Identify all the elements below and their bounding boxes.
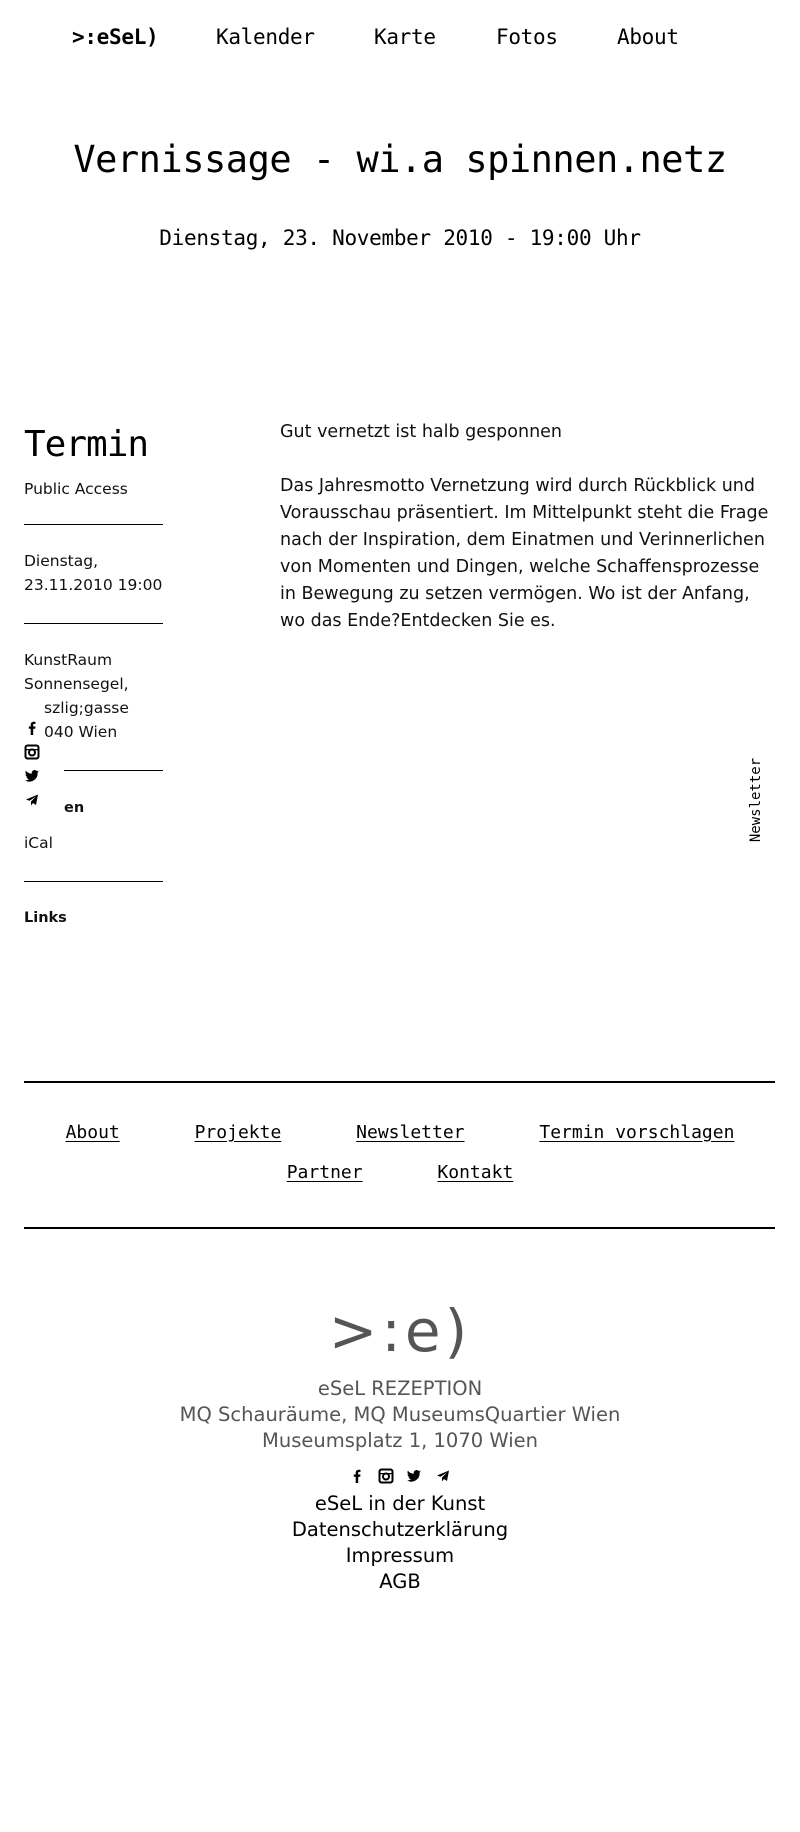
event-sidebar	[24, 422, 163, 930]
divider	[24, 881, 163, 882]
footer-address-line-2: Museumsplatz 1, 1070 Wien	[262, 1429, 538, 1452]
date-line-1: Dienstag,	[24, 552, 99, 570]
ical-link[interactable]: iCal	[24, 834, 53, 852]
sidebar-heading: Termin	[24, 424, 149, 465]
footer-logo: >:e)	[328, 1297, 472, 1365]
telegram-icon[interactable]	[24, 792, 40, 808]
footer-link-kontakt[interactable]: Kontakt	[437, 1162, 514, 1183]
footer-link-datenschutz[interactable]: Datenschutzerklärung	[291, 1518, 509, 1541]
twitter-icon[interactable]	[24, 768, 40, 784]
footer-link-partner[interactable]: Partner	[286, 1162, 363, 1183]
venue-line-3: szlig;gasse	[44, 699, 129, 717]
footer-address	[0, 1376, 800, 1454]
footer-link-impressum[interactable]: Impressum	[345, 1544, 455, 1567]
floating-social-bar	[24, 720, 42, 816]
nav-item-about[interactable]: About	[617, 25, 679, 49]
divider	[24, 623, 163, 624]
twitter-icon[interactable]	[406, 1468, 422, 1484]
nav-item-fotos[interactable]: Fotos	[496, 25, 558, 49]
footer-org-name: eSeL REZEPTION	[317, 1377, 483, 1400]
nav-item-karte[interactable]: Karte	[374, 25, 436, 49]
venue-line-4: 040 Wien	[44, 723, 118, 741]
footer-link-esel-in-der-kunst[interactable]: eSeL in der Kunst	[314, 1492, 486, 1515]
instagram-icon[interactable]	[24, 744, 40, 760]
footer-social-icons	[0, 1467, 800, 1485]
event-body: Das Jahresmotto Vernetzung wird durch Rückblick und Vorausschau präsentiert. Im Mittelpunkt steht die Frage nach der Inspiration, dem Einatmen und Verinnerlichen von Momenten und Dingen, welche Schaffensprozesse in Bewegung zu setzen vermögen. Wo ist der Anfang, wo das Ende?Entdecken Sie es.	[280, 476, 769, 631]
telegram-icon[interactable]	[435, 1468, 451, 1484]
top-navigation	[0, 22, 800, 52]
event-description	[280, 419, 780, 635]
venue-line-2[interactable]: Sonnensegel,	[24, 675, 129, 693]
footer-top-divider	[24, 1081, 775, 1083]
access-label: Public Access	[24, 480, 128, 498]
facebook-icon[interactable]	[349, 1468, 365, 1484]
footer-links	[0, 1491, 800, 1595]
footer-link-agb[interactable]: AGB	[379, 1570, 421, 1593]
calendar-heading-partial: en	[64, 800, 85, 816]
event-date: Dienstag, 23. November 2010 - 19:00 Uhr	[159, 226, 641, 250]
divider	[24, 524, 163, 525]
footer-nav-row-2	[0, 1160, 800, 1186]
event-subtitle: Gut vernetzt ist halb gesponnen	[280, 422, 563, 442]
event-title: Vernissage - wi.a spinnen.netz	[73, 138, 727, 181]
site-logo-link[interactable]: >:eSeL)	[72, 25, 159, 49]
newsletter-tab-label[interactable]: Newsletter	[748, 757, 764, 843]
footer-address-line-1: MQ Schauräume, MQ MuseumsQuartier Wien	[179, 1403, 621, 1426]
footer-bottom-divider	[24, 1227, 775, 1229]
instagram-icon[interactable]	[378, 1468, 394, 1484]
nav-item-kalender[interactable]: Kalender	[216, 25, 315, 49]
divider	[64, 770, 163, 771]
footer-link-about[interactable]: About	[65, 1122, 120, 1143]
footer-link-newsletter[interactable]: Newsletter	[356, 1122, 465, 1143]
facebook-icon[interactable]	[24, 720, 40, 736]
date-line-2: 23.11.2010 19:00	[24, 576, 163, 594]
footer-link-projekte[interactable]: Projekte	[194, 1122, 282, 1143]
footer-link-termin-vorschlagen[interactable]: Termin vorschlagen	[539, 1122, 735, 1143]
links-heading: Links	[24, 910, 67, 926]
footer-nav-row-1	[0, 1120, 800, 1146]
venue-line-1[interactable]: KunstRaum	[24, 651, 113, 669]
